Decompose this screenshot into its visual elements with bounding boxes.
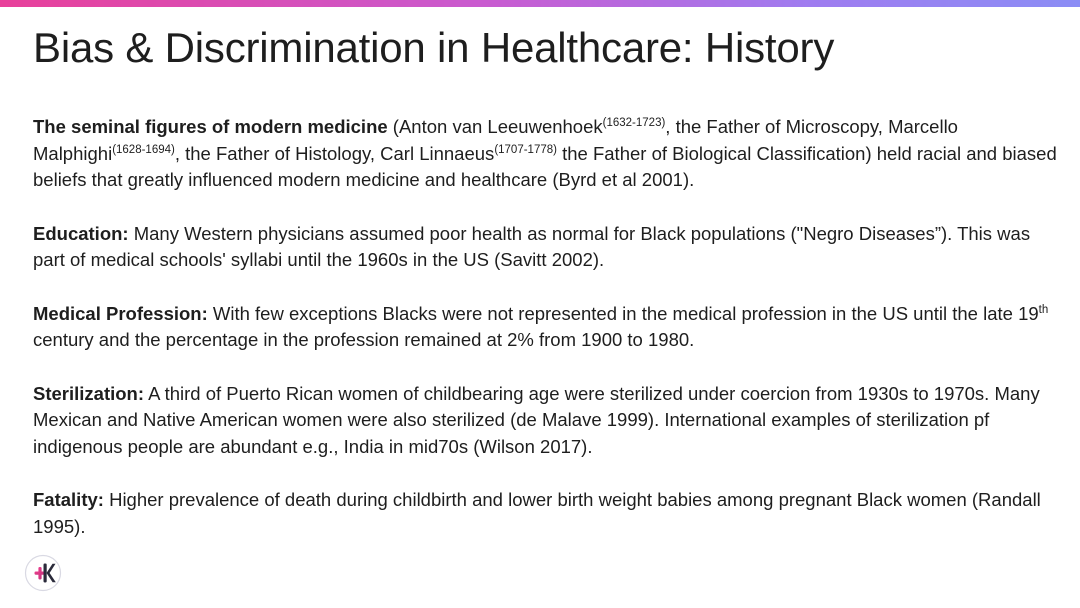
slide-title: Bias & Discrimination in Healthcare: History: [33, 24, 835, 71]
paragraph-heading: Sterilization:: [33, 382, 145, 404]
date-superscript: (1628-1694): [112, 143, 175, 156]
ordinal-superscript: th: [1038, 303, 1049, 316]
paragraph-medical-profession: [33, 301, 1063, 354]
slide-body: [33, 114, 1063, 567]
paragraph-text: century and the percentage in the profession remained at 2% from 1900 to 1980.: [33, 329, 695, 350]
paragraph-text: A third of Puerto Rican women of childbearing age were sterilized under coercion from 1930s to 1970s. Many Mexican and Native American women were also sterilized (de Malave 1999). International examples of sterilization pf indigenous people are abundant e.g., India in mid70s (Wilson 2017).: [33, 382, 1040, 457]
k-plus-logo-icon: [24, 554, 62, 592]
paragraph-text: , the Father of Histology, Carl Linnaeus: [174, 142, 495, 164]
date-superscript: (1707-1778): [494, 143, 557, 156]
paragraph-text: With few exceptions Blacks were not represented in the medical profession in the US until the late 19: [207, 302, 1039, 324]
paragraph-heading: The seminal figures of modern medicine: [33, 116, 388, 137]
accent-gradient-bar: [0, 0, 1080, 7]
paragraph-sterilization: [33, 381, 1063, 461]
paragraph-heading: Medical Profession:: [33, 302, 208, 324]
paragraph-text: Many Western physicians assumed poor health as normal for Black populations ("Negro Diseases”). This was part of medical schools' syllabi until the 1960s in the US (Savitt 2002).: [33, 222, 1031, 270]
paragraph-heading: Education:: [33, 222, 129, 244]
paragraph-text: Higher prevalence of death during childbirth and lower birth weight babies among pregnant Black women (Randall 1995).: [33, 489, 1041, 537]
paragraph-text: the Father of Biological Classification) held racial and biased beliefs that greatly influenced modern medicine and healthcare (Byrd et al 2001).: [33, 142, 1057, 190]
paragraph-seminal-figures: [33, 114, 1063, 194]
date-superscript: (1632-1723): [602, 117, 666, 129]
paragraph-heading: Fatality:: [33, 489, 104, 510]
paragraph-fatality: [33, 487, 1063, 540]
paragraph-text: , the Father of Microscopy, Marcello Malphighi: [33, 116, 958, 164]
paragraph-text: (Anton van Leeuwenhoek: [387, 116, 603, 137]
paragraph-education: [33, 221, 1063, 274]
